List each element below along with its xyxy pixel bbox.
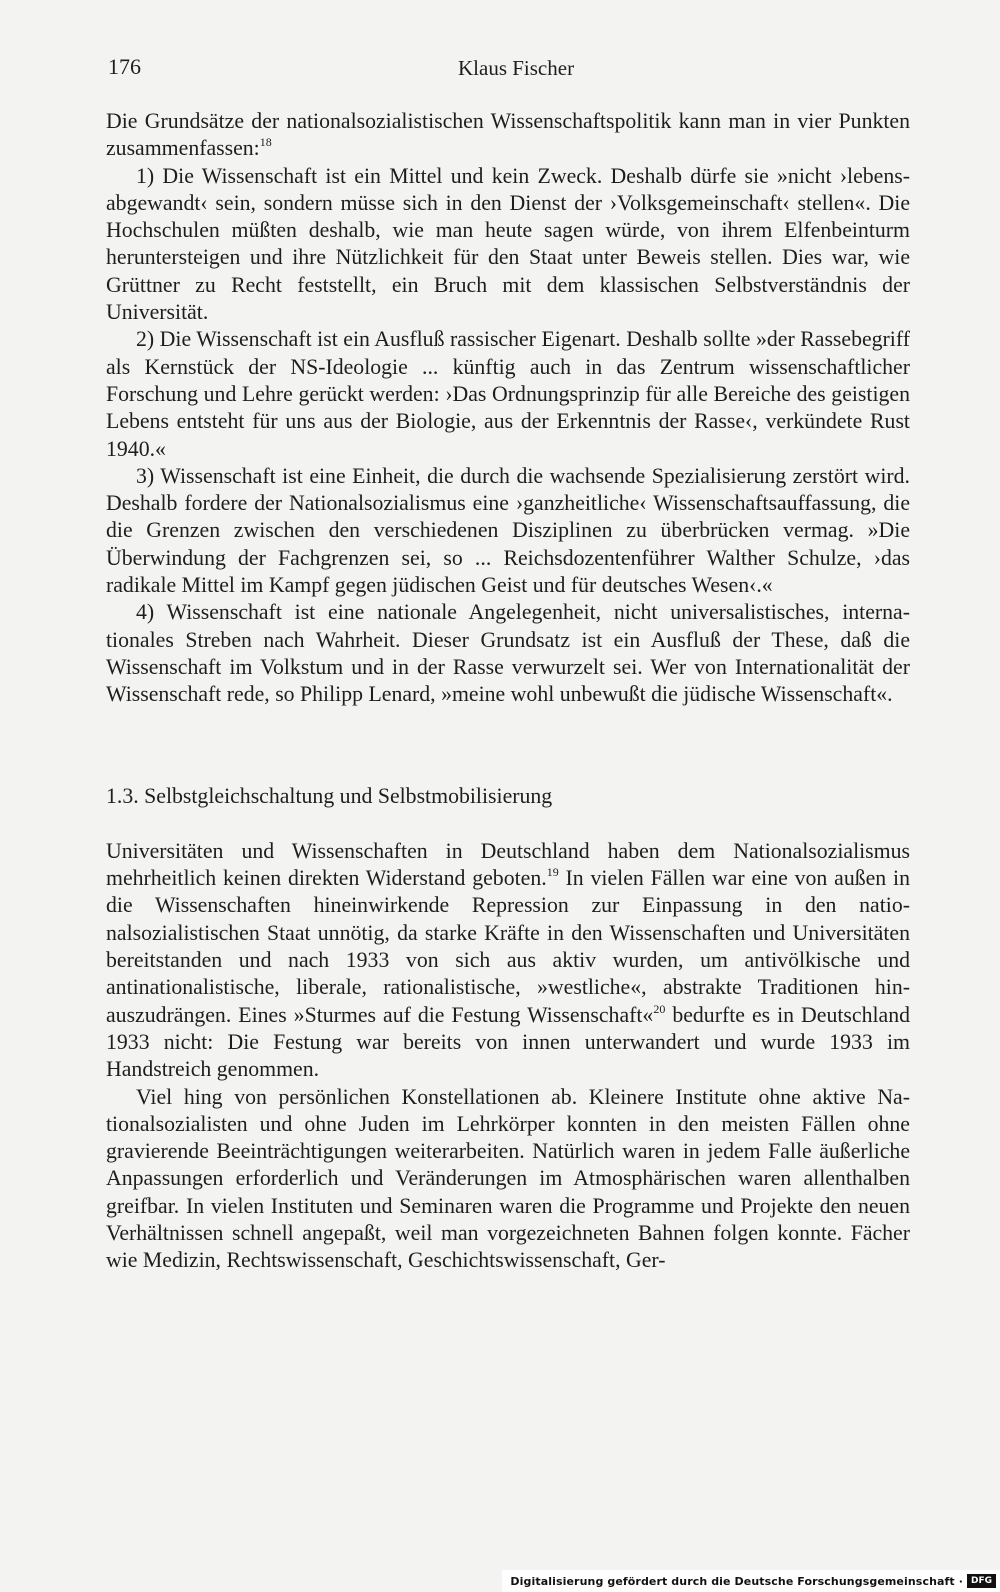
footer-credit-text: Digitalisierung gefördert durch die Deutsche Forschungsgemeinschaft · xyxy=(510,1574,963,1588)
footnote-ref-20: 20 xyxy=(653,1001,666,1016)
intro-paragraph xyxy=(106,108,910,163)
page-number: 176 xyxy=(108,54,141,79)
footnote-ref-19: 19 xyxy=(546,865,559,880)
main-text xyxy=(106,108,910,1275)
section-p1-text-c: bedurfte es in Deutschland 1933 nicht: Die Festung war bereits von innen unterwandert und wurde 1933 im Handstreich genommen. xyxy=(106,1002,910,1082)
principle-2-paragraph xyxy=(106,326,910,462)
dfg-logo: DFG xyxy=(967,1574,996,1588)
section-heading: 1.3. Selbstgleichschaltung und Selbstmobilisierung xyxy=(106,783,553,808)
section-paragraph-1 xyxy=(106,838,910,1084)
section-p2-text: Viel hing von persönlichen Konstellationen ab. Kleinere Institute ohne aktive Nationalsozialisten und ohne Juden im Lehrkörper konnten in den meisten Fällen ohne gravierende Beeinträchtigungen weiterarbeiten. Natürlich waren in jedem Falle äußerliche Anpassungen erforderlich und Veränderungen im Atmosphärischen waren allenthalben greifbar. In vielen Instituten und Seminaren waren die Programme und Projekte den neuen Verhältnissen schnell angepaßt, weil man vorgezeichneten Bahnen folgen konnte. Fächer wie Medizin, Rechtswissenschaft, Geschichtswissenschaft, Ger- xyxy=(106,1084,910,1273)
section-p1-text-a: Universitäten und Wissenschaften in Deutschland haben dem Nationalsozialismus mehrheitlich keinen direkten Widerstand geboten. xyxy=(106,838,910,891)
principle-4-text: 4) Wissenschaft ist eine nationale Angelegenheit, nicht universalistisches, internationales Streben nach Wahrheit. Dieser Grundsatz ist ein Ausfluß der These, daß die Wissenschaft im Volkstum und in der Rasse verwurzelt sei. Wer von Internationalität der Wissenschaft rede, so Philipp Lenard, »meine wohl unbewußt die jüdische Wissenschaft«. xyxy=(106,600,910,707)
principle-4-paragraph xyxy=(106,599,910,708)
footnote-ref-18: 18 xyxy=(259,135,272,150)
page-header xyxy=(104,54,908,94)
principle-1-paragraph xyxy=(106,163,910,327)
principle-3-paragraph xyxy=(106,463,910,599)
principle-3-text: 3) Wissenschaft ist eine Einheit, die durch die wachsende Spezialisierung zerstört wird. Deshalb fordere der Nationalsozialismus eine ›ganzheitliche‹ Wissenschaftsauffassung, die die Grenzen zwischen den verschiedenen Disziplinen zu überbrücken vermag. »Die Überwindung der Fachgrenzen sei, so ... Reichsdozentenführer Walther Schulze, ›das radikale Mittel im Kampf gegen jüdischen Geist und für deutsches Wesen‹.« xyxy=(106,463,910,598)
section-body xyxy=(106,838,910,1275)
section-paragraph-2 xyxy=(106,1084,910,1275)
running-head: Klaus Fischer xyxy=(458,56,575,80)
principle-1-text: 1) Die Wissenschaft ist ein Mittel und kein Zweck. Deshalb dürfe sie »nicht ›lebensabgewandt‹ sein, sondern müsse sich in den Dienst der ›Volksgemeinschaft‹ stellen«. Die Hochschulen müßten deshalb, wie man heute sagen würde, von ihrem Elfenbeinturm heruntersteigen und ihre Nützlichkeit für den Staat unter Beweis stellen. Dies war, wie Grüttner zu Recht feststellt, ein Bruch mit dem klassischen Selbstverständnis der Universität. xyxy=(106,163,910,325)
section-p1-text-b: In vielen Fällen war eine von außen in die Wissenschaften hineinwirkende Repression zur Einpassung in den nationalsozialistischen Staat unnötig, da starke Kräfte in den Wissenschaften und Universitäten bereitstanden und nach 1933 von sich aus aktiv wurden, um antivölkische und antinationalistische, liberale, rationalistische, »westliche«, abstrakte Traditionen hinauszudrängen. Eines »Sturmes auf die Festung Wissenschaft« xyxy=(106,866,910,1027)
digitization-footer xyxy=(502,1570,1000,1592)
intro-text: Die Grundsätze der nationalsozialistischen Wissenschaftspolitik kann man in vier Punkten zusammenfassen: xyxy=(106,109,910,161)
principle-2-text: 2) Die Wissenschaft ist ein Ausfluß rassischer Eigenart. Deshalb sollte »der Rassebegriff als Kernstück der NS-Ideologie ... künftig auch in das Zentrum wissenschaftlicher Forschung und Lehre gerückt werden: ›Das Ordnungsprinzip für alle Bereiche des geistigen Lebens entsteht für uns aus der Biologie, aus der Erkenntnis der Rasse‹, verkündete Rust 1940.« xyxy=(106,327,910,461)
